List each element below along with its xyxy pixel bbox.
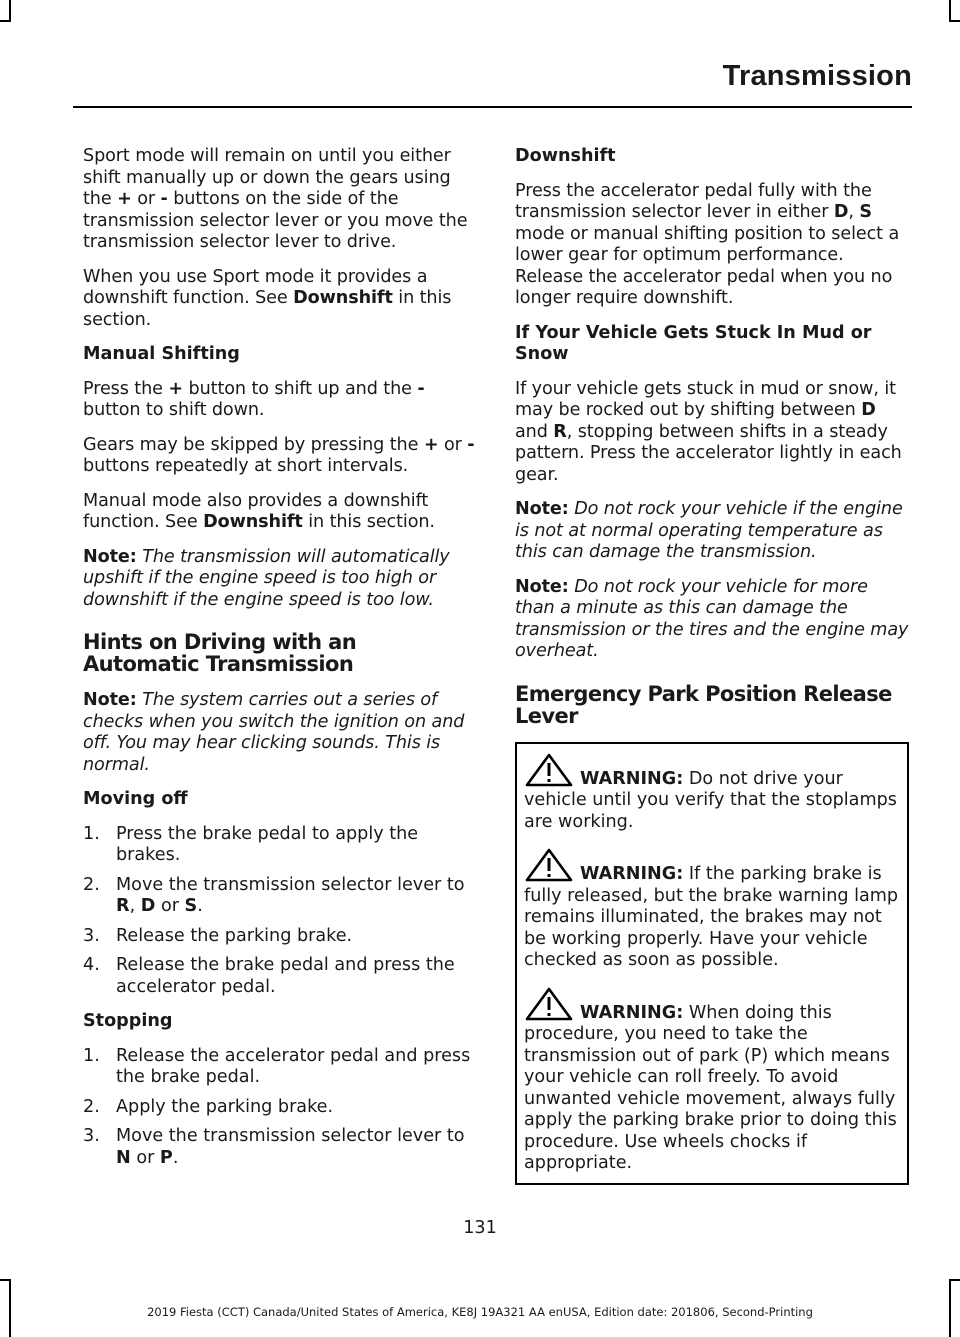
downshift-heading: Downshift: [515, 146, 616, 166]
list-item: 2. Move the transmission selector lever to R, D or S.: [83, 874, 465, 916]
list-item: 3. Release the parking brake.: [83, 925, 353, 946]
moving-off-steps: [83, 824, 478, 999]
list-item: 3. Move the transmission selector lever to N or P.: [83, 1126, 465, 1168]
warning-box: [515, 742, 909, 1185]
crop-mark: [950, 1279, 960, 1281]
note-rock-temperature: Note: Do not rock your vehicle if the engine is not at normal operating temperature as this can damage the transmission.: [515, 499, 903, 562]
gears-skip-paragraph: Gears may be skipped by pressing the + or - buttons repeatedly at short intervals.: [83, 434, 475, 476]
header-divider: [73, 106, 912, 108]
manual-shifting-heading: Manual Shifting: [83, 344, 240, 364]
stuck-paragraph: If your vehicle gets stuck in mud or snow, it may be rocked out by shifting between D and R, stopping between shifts in a steady pattern. Press the accelerator lightly in each gear.: [515, 378, 902, 485]
stuck-heading: If Your Vehicle Gets Stuck In Mud or Snow: [515, 322, 872, 364]
crop-mark: [0, 1279, 10, 1281]
page-title: Transmission: [722, 60, 912, 92]
crop-mark: [9, 0, 11, 22]
list-item: 2. Apply the parking brake.: [83, 1096, 334, 1117]
note-auto-upshift: Note: The transmission will automatically upshift if the engine speed is too high or downshift if the engine speed is too low.: [83, 546, 450, 610]
crop-mark: [0, 20, 10, 22]
list-item: 1. Release the accelerator pedal and press the brake pedal.: [83, 1045, 471, 1087]
right-column: [515, 146, 909, 1185]
emergency-park-heading: Emergency Park Position Release Lever: [515, 681, 892, 728]
warning-triangle-icon: [524, 986, 576, 1022]
sport-downshift-paragraph: When you use Sport mode it provides a downshift function. See Downshift in this section.: [83, 266, 452, 330]
note-system-checks: Note: The system carries out a series of checks when you switch the ignition on and off. You may hear clicking sounds. This is normal.: [83, 690, 465, 775]
left-column: [83, 146, 478, 1182]
list-item: 4. Release the brake pedal and press the accelerator pedal.: [83, 955, 455, 997]
footer-edition-info: 2019 Fiesta (CCT) Canada/United States of America, KE8J 19A321 AA enUSA, Edition date: 201806, Second-Printing: [147, 1305, 813, 1319]
warning-triangle-icon: [524, 847, 576, 883]
note-rock-minute: Note: Do not rock your vehicle for more than a minute as this can damage the transmission or the tires and the engine may overheat.: [515, 576, 909, 661]
hints-section-heading: Hints on Driving with an Automatic Transmission: [83, 630, 357, 676]
warning-stoplamps: WARNING: Do not drive your vehicle until you verify that the stoplamps are working.: [524, 752, 899, 834]
list-item: 1. Press the brake pedal to apply the brakes.: [83, 823, 419, 865]
warning-roll-freely: WARNING: When doing this procedure, you need to take the transmission out of park (P) which means your vehicle can roll freely. To avoid unwanted vehicle movement, always fully apply the parking brake prior to doing this procedure. Use wheels chocks if appropriate.: [524, 986, 899, 1175]
manual-downshift-paragraph: Manual mode also provides a downshift function. See Downshift in this section.: [83, 490, 435, 532]
warning-triangle-icon: [524, 752, 576, 788]
manual-shift-paragraph: Press the + button to shift up and the - button to shift down.: [83, 378, 425, 420]
page-number: 131: [463, 1218, 497, 1238]
downshift-paragraph: Press the accelerator pedal fully with the transmission selector lever in either D, S mode or manual shifting position to select a lower gear for optimum performance. Release the accelerator pedal when you no longer require downshift.: [515, 180, 900, 308]
stopping-heading: Stopping: [83, 1011, 173, 1031]
sport-mode-paragraph: Sport mode will remain on until you either shift manually up or down the gears using the + or - buttons on the side of the transmission selector lever or you move the transmission selector lever to drive.: [83, 146, 468, 252]
moving-off-heading: Moving off: [83, 789, 188, 809]
stopping-steps: [83, 1046, 478, 1170]
crop-mark: [949, 0, 951, 22]
warning-parking-brake: WARNING: If the parking brake is fully released, but the brake warning lamp remains illuminated, the brakes may not be working properly. Have your vehicle checked as soon as possible.: [524, 847, 899, 972]
crop-mark: [950, 20, 960, 22]
